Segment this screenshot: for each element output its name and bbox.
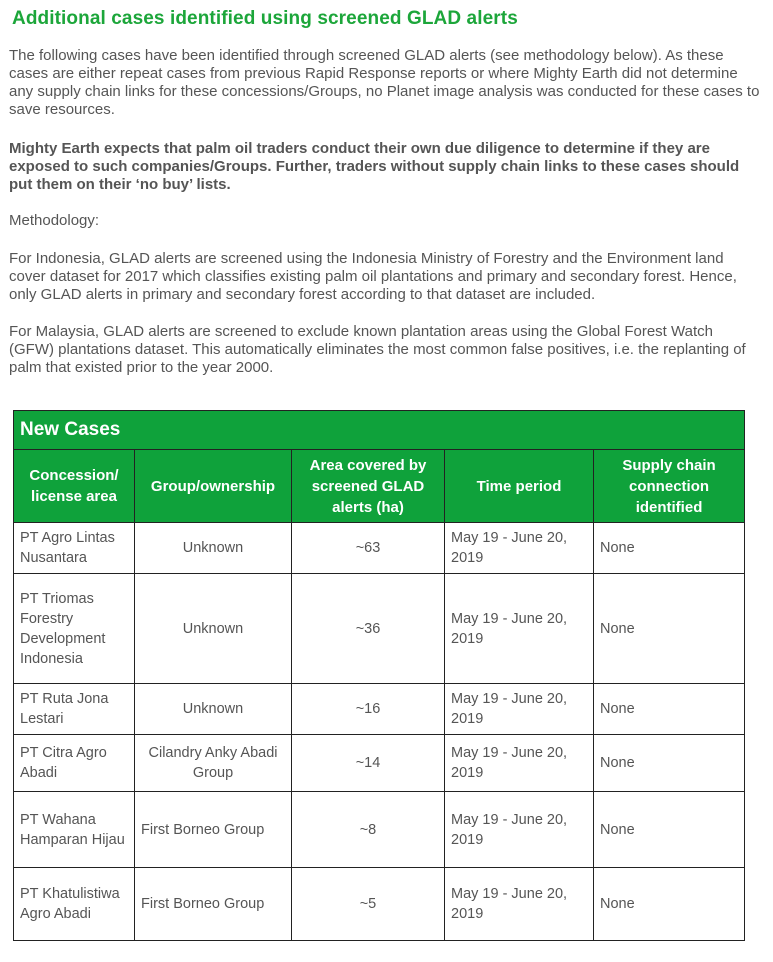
new-cases-table [13,410,745,941]
cell-supply: None [594,684,745,735]
cell-concession: PT Triomas Forestry Development Indonesia [14,574,135,684]
cell-period: May 19 - June 20, 2019 [445,684,594,735]
cell-group: Unknown [135,684,292,735]
cell-area: ~36 [292,574,445,684]
methodology-label: Methodology: [9,212,100,229]
cell-supply: None [594,868,745,941]
cell-concession: PT Wahana Hamparan Hijau [14,792,135,868]
table-row [14,684,745,735]
malaysia-methodology-paragraph: For Malaysia, GLAD alerts are screened to exclude known plantation areas using the Global Forest Watch (GFW) plantations dataset. This automatically eliminates the most common false positives, i.e. the replanting of palm that existed prior to the year 2000. [9,323,746,376]
cell-area: ~63 [292,523,445,574]
table-header-row [14,450,745,523]
cell-concession: PT Khatulistiwa Agro Abadi [14,868,135,941]
cell-concession: PT Ruta Jona Lestari [14,684,135,735]
cell-period: May 19 - June 20, 2019 [445,735,594,792]
page-title: Additional cases identified using screened GLAD alerts [12,8,518,29]
expectation-paragraph: Mighty Earth expects that palm oil traders conduct their own due diligence to determine if they are exposed to such companies/Groups. Further, traders without supply chain links to these cases should put them on their ‘no buy’ lists. [9,140,740,193]
cell-area: ~16 [292,684,445,735]
table-row [14,574,745,684]
column-header-area: Area covered by screened GLAD alerts (ha) [292,450,445,523]
cell-period: May 19 - June 20, 2019 [445,868,594,941]
column-header-supply-chain: Supply chain connection identified [594,450,745,523]
cell-supply: None [594,735,745,792]
table-row [14,735,745,792]
intro-paragraph: The following cases have been identified through screened GLAD alerts (see methodology below). As these cases are either repeat cases from previous Rapid Response reports or where Mighty Earth did not determine any supply chain links for these concessions/Groups, no Planet image analysis was conducted for these cases to save resources. [9,47,760,118]
table-row [14,868,745,941]
cell-area: ~5 [292,868,445,941]
cell-area: ~14 [292,735,445,792]
cell-supply: None [594,523,745,574]
cell-area: ~8 [292,792,445,868]
column-header-concession: Concession/ license area [14,450,135,523]
indonesia-methodology-paragraph: For Indonesia, GLAD alerts are screened using the Indonesia Ministry of Forestry and the Environment land cover dataset for 2017 which classifies existing palm oil plantations and primary and secondary forest. Hence, only GLAD alerts in primary and secondary forest according to that dataset are included. [9,250,737,303]
column-header-group: Group/ownership [135,450,292,523]
cell-group: Unknown [135,574,292,684]
table-row [14,523,745,574]
cell-group: First Borneo Group [135,792,292,868]
cell-period: May 19 - June 20, 2019 [445,523,594,574]
cell-supply: None [594,574,745,684]
table-row [14,792,745,868]
cell-period: May 19 - June 20, 2019 [445,574,594,684]
column-header-period: Time period [445,450,594,523]
cell-concession: PT Agro Lintas Nusantara [14,523,135,574]
cell-group: Unknown [135,523,292,574]
cell-period: May 19 - June 20, 2019 [445,792,594,868]
table-title: New Cases [14,411,745,450]
cell-supply: None [594,792,745,868]
cell-group: Cilandry Anky Abadi Group [135,735,292,792]
table-title-row [14,411,745,450]
cell-group: First Borneo Group [135,868,292,941]
cell-concession: PT Citra Agro Abadi [14,735,135,792]
